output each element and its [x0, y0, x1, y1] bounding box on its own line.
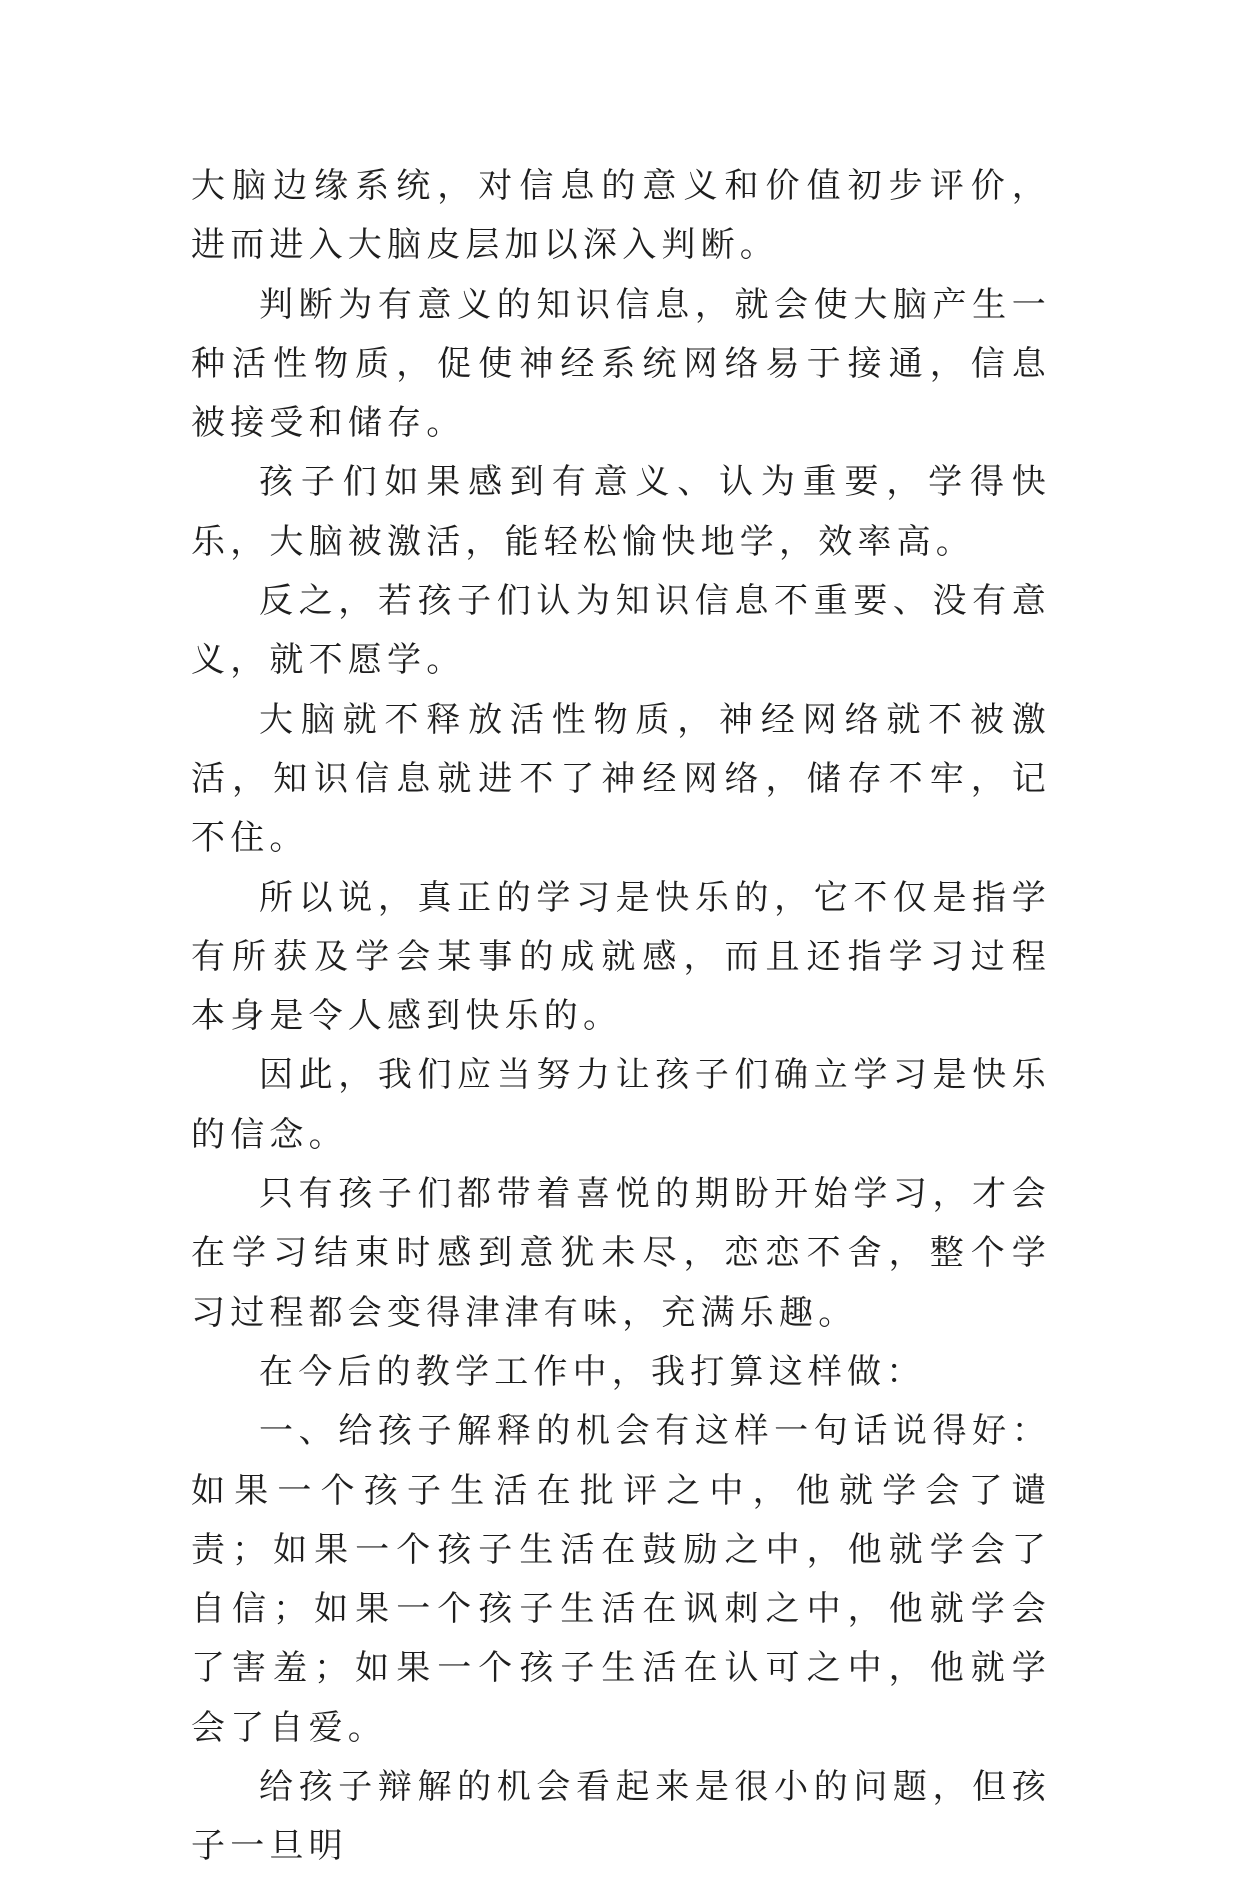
paragraph: 一、给孩子解释的机会有这样一句话说得好：如果一个孩子生活在批评之中，他就学会了谴责；如果一个孩子生活在鼓励之中，他就学会了自信；如果一个孩子生活在讽刺之中，他就学会了害羞；如果一个孩子生活在认可之中，他就学会了自爱。 — [191, 1411, 1051, 1748]
paragraph: 反之，若孩子们认为知识信息不重要、没有意义，就不愿学。 — [191, 581, 1051, 681]
document-body — [191, 157, 1051, 1877]
paragraph: 给孩子辩解的机会看起来是很小的问题，但孩子一旦明 — [191, 1767, 1051, 1867]
paragraph: 只有孩子们都带着喜悦的期盼开始学习，才会在学习结束时感到意犹未尽，恋恋不舍，整个学习过程都会变得津津有味，充满乐趣。 — [191, 1174, 1051, 1333]
paragraph: 因此，我们应当努力让孩子们确立学习是快乐的信念。 — [191, 1055, 1051, 1155]
paragraph: 在今后的教学工作中，我打算这样做： — [259, 1351, 926, 1392]
paragraph: 孩子们如果感到有意义、认为重要，学得快乐，大脑被激活，能轻松愉快地学，效率高。 — [191, 462, 1051, 562]
paragraph: 大脑边缘系统，对信息的意义和价值初步评价，进而进入大脑皮层加以深入判断。 — [191, 166, 1051, 266]
paragraph: 所以说，真正的学习是快乐的，它不仅是指学有所获及学会某事的成就感，而且还指学习过程本身是令人感到快乐的。 — [191, 877, 1051, 1037]
paragraph: 大脑就不释放活性物质，神经网络就不被激活，知识信息就进不了神经网络，储存不牢，记不住。 — [191, 699, 1051, 859]
paragraph: 判断为有意义的知识信息，就会使大脑产生一种活性物质，促使神经系统网络易于接通，信息被接受和储存。 — [191, 284, 1051, 444]
